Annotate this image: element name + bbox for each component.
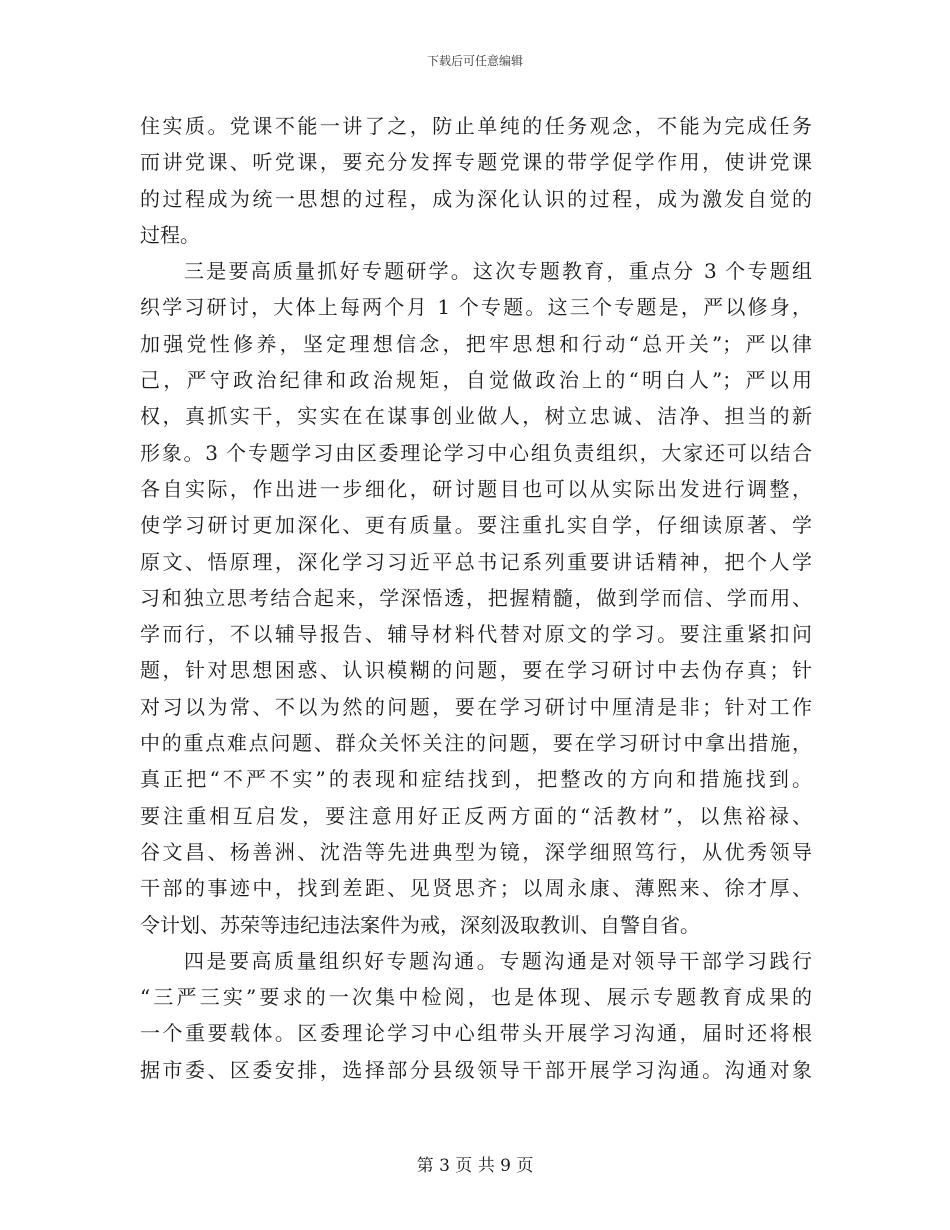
paragraph-1 [140, 108, 812, 253]
text-line: 谷文昌、杨善洲、沈浩等先进典型为镜，深学细照笃行，从优秀领导 [140, 839, 812, 864]
text-line: 加强党性修养，坚定理想信念，把牢思想和行动“总开关”；严以律 [140, 331, 812, 356]
paragraph-3 [140, 943, 812, 1088]
text-line: 的过程成为统一思想的过程，成为深化认识的过程，成为激发自觉的 [140, 186, 812, 211]
text-line: 对习以为常、不以为然的问题，要在学习研讨中厘清是非；针对工作 [140, 694, 812, 719]
page-header-note: 下载后可任意编辑 [426, 54, 523, 68]
text-line: “三严三实”要求的一次集中检阅，也是体现、展示专题教育成果的 [140, 985, 812, 1010]
text-line: 各自实际，作出进一步细化，研讨题目也可以从实际出发进行调整， [140, 476, 812, 501]
text-line: 一个重要载体。区委理论学习中心组带头开展学习沟通，届时还将根 [140, 1021, 812, 1046]
text-line: 织学习研讨，大体上每两个月 1 个专题。这三个专题是，严以修身， [140, 295, 812, 320]
text-line: 而讲党课、听党课，要充分发挥专题党课的带学促学作用，使讲党课 [140, 150, 812, 175]
text-line: 住实质。党课不能一讲了之，防止单纯的任务观念，不能为完成任务 [140, 114, 812, 138]
text-line: 使学习研讨更加深化、更有质量。要注重扎实自学，仔细读原著、学 [140, 513, 812, 538]
text-line: 权，真抓实干，实实在在谋事创业做人，树立忠诚、洁净、担当的新 [140, 404, 812, 429]
text-line: 干部的事迹中，找到差距、见贤思齐；以周永康、薄熙来、徐才厚、 [140, 876, 812, 901]
text-line: 习和独立思考结合起来，学深悟透，把握精髓，做到学而信、学而用、 [140, 585, 812, 610]
text-line: 过程。 [140, 222, 200, 247]
text-line: 原文、悟原理，深化学习习近平总书记系列重要讲话精神，把个人学 [140, 549, 812, 574]
document-body [140, 108, 812, 1088]
paragraph-2 [140, 253, 812, 943]
text-line: 三是要高质量抓好专题研学。这次专题教育，重点分 3 个专题组 [184, 259, 812, 284]
text-line: 真正把“不严不实”的表现和症结找到，把整改的方向和措施找到。 [140, 767, 812, 792]
text-line: 令计划、苏荣等违纪违法案件为戒，深刻汲取教训、自警自省。 [140, 912, 700, 937]
text-line: 形象。3 个专题学习由区委理论学习中心组负责组织，大家还可以结合 [140, 440, 812, 465]
text-line: 要注重相互启发，要注意用好正反两方面的“活教材”，以焦裕禄、 [140, 803, 812, 828]
text-line: 己，严守政治纪律和政治规矩，自觉做政治上的“明白人”；严以用 [140, 368, 812, 393]
text-line: 题，针对思想困惑、认识模糊的问题，要在学习研讨中去伪存真；针 [140, 658, 812, 683]
text-line: 四是要高质量组织好专题沟通。专题沟通是对领导干部学习践行 [184, 948, 812, 973]
text-line: 据市委、区委安排，选择部分县级领导干部开展学习沟通。沟通对象 [140, 1057, 812, 1082]
text-line: 学而行，不以辅导报告、辅导材料代替对原文的学习。要注重紧扣问 [140, 622, 812, 647]
page-number-footer: 第 3 页 共 9 页 [416, 1156, 534, 1176]
text-line: 中的重点难点问题、群众关怀关注的问题，要在学习研讨中拿出措施， [140, 731, 812, 756]
